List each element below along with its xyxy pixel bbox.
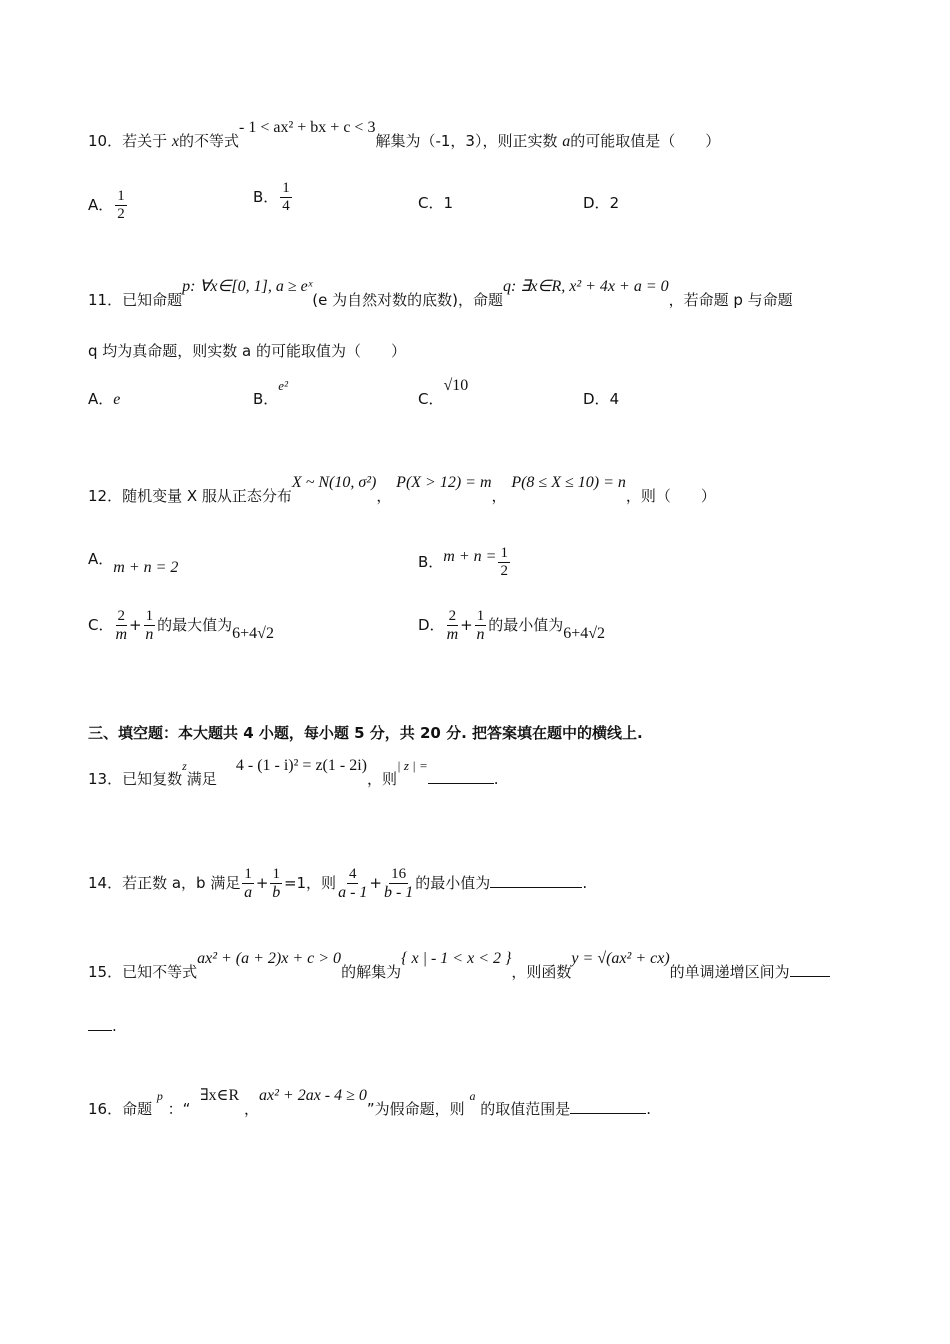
numerator: 1 [500,545,508,561]
text: . [493,770,499,788]
question-number: 12． [88,487,123,505]
question-16 [88,1087,652,1120]
option-label: C． [88,616,114,634]
numerator: 1 [244,866,252,882]
fraction [270,866,282,901]
answer-blank[interactable] [570,1099,646,1114]
text: 已知命题 [122,291,183,309]
option-label: D． [583,194,610,212]
text: . [582,874,588,892]
option-c [418,377,469,410]
var: a [469,1089,476,1103]
option-label: C． [418,390,444,408]
option-label: D． [583,390,610,408]
text: ，若命题 p 与命题 [668,291,793,309]
denominator: m [115,626,128,643]
fraction [498,545,510,580]
denominator: a - 1 [338,884,368,901]
formula: { x | - 1 < x < 2 } [401,950,512,967]
fraction [144,608,156,643]
text: =1，则 [283,874,337,892]
numerator: 1 [117,188,125,204]
formula: y = √(ax² + cx) [571,950,670,967]
text: ， [491,487,507,505]
option-label: B． [418,553,444,571]
text: 的单调递增区间为 [669,963,790,981]
option-label: C． [418,194,444,212]
text: 的可能取值是（ ） [570,132,721,150]
question-number: 10． [88,132,123,150]
text: 解集为（-1，3），则正实数 [375,132,558,150]
option-b [253,378,288,410]
fraction [242,866,254,901]
option-label: B． [253,188,279,206]
numerator: 16 [391,866,407,882]
text: 的取值范围是 [480,1100,571,1118]
formula: - 1 < ax² + bx + c < 3 [239,119,376,136]
answer-blank[interactable] [88,1016,112,1031]
text: 的最大值为 [157,616,233,634]
text: (e 为自然对数的底数)，命题 [312,291,503,309]
option-label: A． [88,196,114,214]
question-15 [88,950,830,983]
option-label: D． [418,616,445,634]
text: . [646,1100,652,1118]
formula: P(X > 12) = m [396,474,492,491]
option-value: m + n = 2 [113,559,179,576]
option-label: A． [88,550,114,568]
var: a [562,133,571,150]
formula: 4 - (1 - i)² = z(1 - 2i) [235,757,367,774]
question-number: 14． [88,874,123,892]
formula: ax² + (a + 2)x + c > 0 [197,950,342,967]
question-10 [88,119,721,152]
denominator: b - 1 [383,884,414,901]
numerator: 1 [282,180,290,196]
option-value: 6+4√2 [232,625,274,642]
denominator: 4 [282,198,290,214]
question-11 [88,278,793,311]
option-value: m + n = [443,548,497,565]
fraction [280,180,292,215]
option-value: e² [278,378,288,393]
plus: + [369,874,382,892]
numerator: 1 [476,608,485,624]
option-value: 2 [609,194,620,212]
text: ，则（ ） [625,487,716,505]
formula: P(8 ≤ X ≤ 10) = n [511,474,626,491]
option-value: 6+4√2 [563,625,606,642]
text: 的最小值为 [415,874,491,892]
option-d [418,608,605,643]
question-14 [88,866,587,901]
fraction [115,188,127,223]
numerator: 1 [272,866,280,882]
fraction [338,866,367,901]
option-value: e [113,391,121,408]
text: ， [376,487,392,505]
var: x [171,133,179,150]
var: p [156,1089,163,1103]
option-value: 1 [443,194,454,212]
text: 的最小值为 [488,616,564,634]
answer-blank[interactable] [490,873,582,888]
text: 若关于 [122,132,168,150]
question-13 [88,757,499,790]
plus: + [255,874,269,892]
section-heading: 三、填空题：本大题共 4 小题，每小题 5 分，共 20 分. 把答案填在题中的横线上. [88,724,643,742]
denominator: 2 [117,206,125,222]
text: . [112,1017,117,1035]
option-a [88,389,120,410]
text: ， [243,1100,259,1118]
formula: ax² + 2ax - 4 ≥ 0 [259,1087,367,1104]
option-value: 4 [609,390,620,408]
text: 的不等式 [179,132,240,150]
question-number: 11． [88,291,123,309]
question-number: 13． [88,770,123,788]
fraction [384,866,413,901]
text: ：“ [167,1100,191,1118]
answer-blank[interactable] [428,769,494,784]
numerator: 2 [448,608,457,624]
formula: | z | = [397,758,428,773]
option-b [418,545,512,580]
option-d [583,389,619,409]
numerator: 4 [348,866,357,882]
fraction [447,608,459,643]
formula: p: ∀x∈[0, 1], a ≥ eˣ [182,278,313,295]
numerator: 1 [145,608,154,624]
plus: + [460,616,473,634]
question-11-continued: q 均为真命题，则实数 a 的可能取值为（ ） [88,342,407,360]
text: 随机变量 X 服从正态分布 [122,487,292,505]
denominator: b [272,884,281,901]
numerator: 2 [117,608,126,624]
denominator: m [446,626,459,643]
denominator: n [145,626,154,643]
denominator: a [244,884,253,901]
option-label: B． [253,390,279,408]
question-15-continued [88,1016,117,1036]
denominator: n [476,626,485,643]
text: 已知复数 [122,770,183,788]
option-a [88,549,179,576]
option-d [583,193,619,213]
formula: q: ∃x∈R, x² + 4x + a = 0 [502,278,669,295]
option-a [88,188,129,223]
option-value: √10 [443,377,469,394]
text: 已知不等式 [122,963,198,981]
formula: X ~ N(10, σ²) [291,474,377,491]
formula: ∃x∈R [200,1087,240,1104]
fraction [475,608,487,643]
option-b [253,180,294,215]
fraction [115,608,127,643]
var: z [182,759,187,773]
text: ”为假命题，则 [366,1100,465,1118]
text: ，则函数 [511,963,572,981]
text: 的解集为 [341,963,402,981]
text: ，则 [366,770,397,788]
text: 满足 [186,770,217,788]
question-number: 16． [88,1100,123,1118]
question-12 [88,474,716,507]
question-number: 15． [88,963,123,981]
option-c [418,193,453,213]
option-c [88,608,274,643]
plus: + [129,616,142,634]
option-label: A． [88,390,114,408]
denominator: 2 [500,563,508,579]
answer-blank[interactable] [790,962,830,977]
text: 若正数 a，b 满足 [122,874,241,892]
text: 命题 [122,1100,153,1118]
